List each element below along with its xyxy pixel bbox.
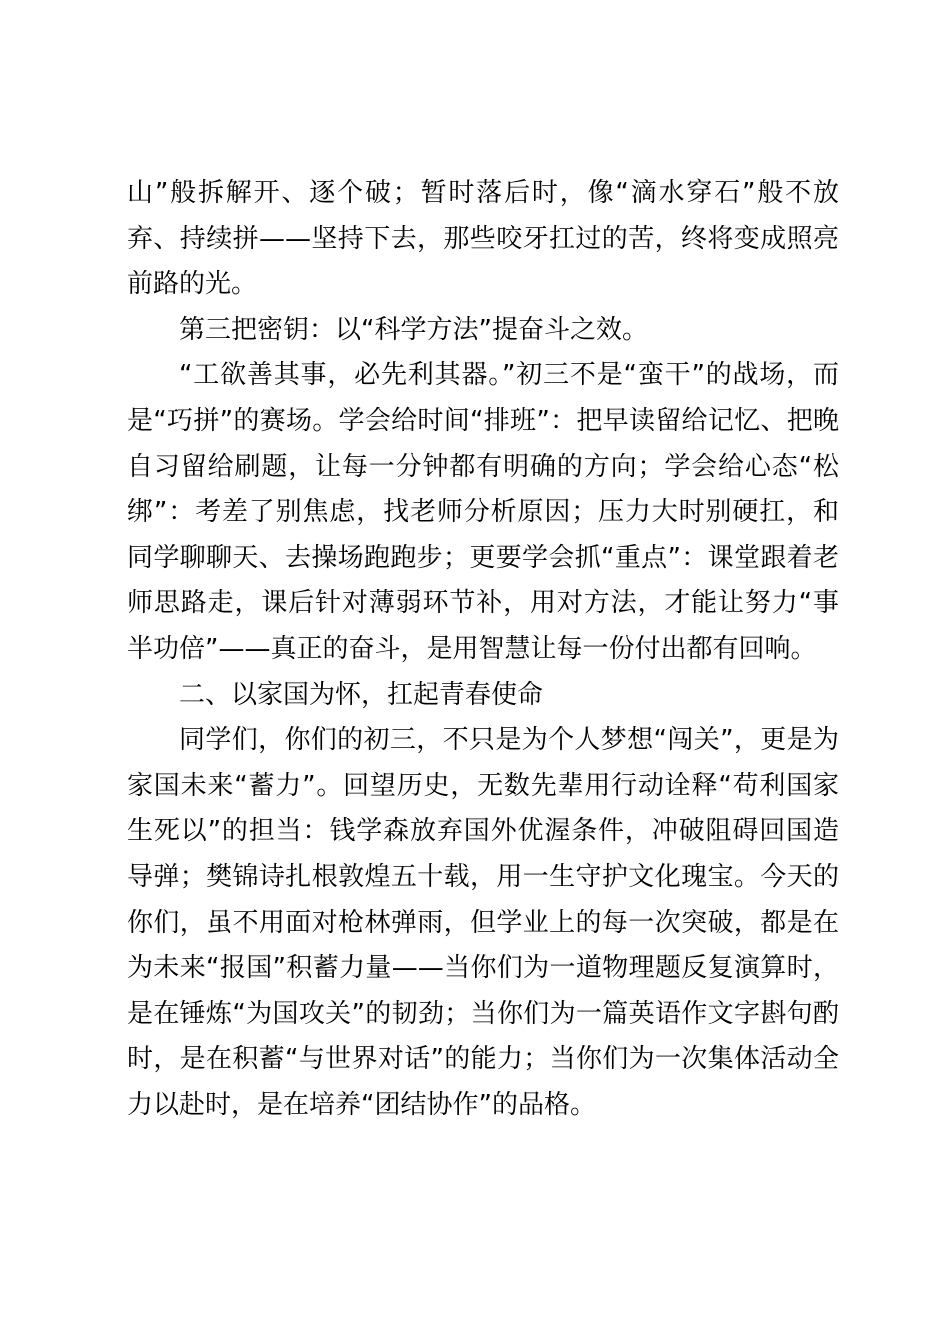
- document-body: [127, 171, 839, 1128]
- paragraph-scientific-method: “工欲善其事，必先利其器。”初三不是“蛮干”的战场，而是“巧拼”的赛场。学会给时间“排班”：把早读留给记忆、把晚自习留给刷题，让每一分钟都有明确的方向；学会给心态“松绑”：考差了别焦虑，找老师分析原因；压力大时别硬扛，和同学聊聊天、去操场跑跑步；更要学会抓“重点”：课堂跟着老师思路走，课后针对薄弱环节补，用对方法，才能让努力“事半功倍”——真正的奋斗，是用智慧让每一份付出都有回响。: [127, 360, 839, 664]
- section-heading: 二、以家国为怀，扛起青春使命: [179, 679, 544, 710]
- paragraph-family-and-nation: 同学们，你们的初三，不只是为个人梦想“闯关”，更是为家国未来“蓄力”。回望历史，无数先辈用行动诠释“苟利国家生死以”的担当：钱学森放弃国外优渥条件，冲破阻碍回国造导弹；樊锦诗扎根敦煌五十载，用一生守护文化瑰宝。今天的你们，虽不用面对枪林弹雨，但学业上的每一次突破，都是在为未来“报国”积蓄力量——当你们为一道物理题反复演算时，是在锤炼“为国攻关”的韧劲；当你们为一篇英语作文字斟句酌时，是在积蓄“与世界对话”的能力；当你们为一次集体活动全力以赴时，是在培养“团结协作”的品格。: [127, 725, 839, 1120]
- paragraph-continued: 山”般拆解开、逐个破；暂时落后时，像“滴水穿石”般不放弃、持续拼——坚持下去，那些咬牙扛过的苦，终将变成照亮前路的光。: [127, 178, 839, 300]
- paragraph-third-key-heading: 第三把密钥：以“科学方法”提奋斗之效。: [179, 314, 648, 345]
